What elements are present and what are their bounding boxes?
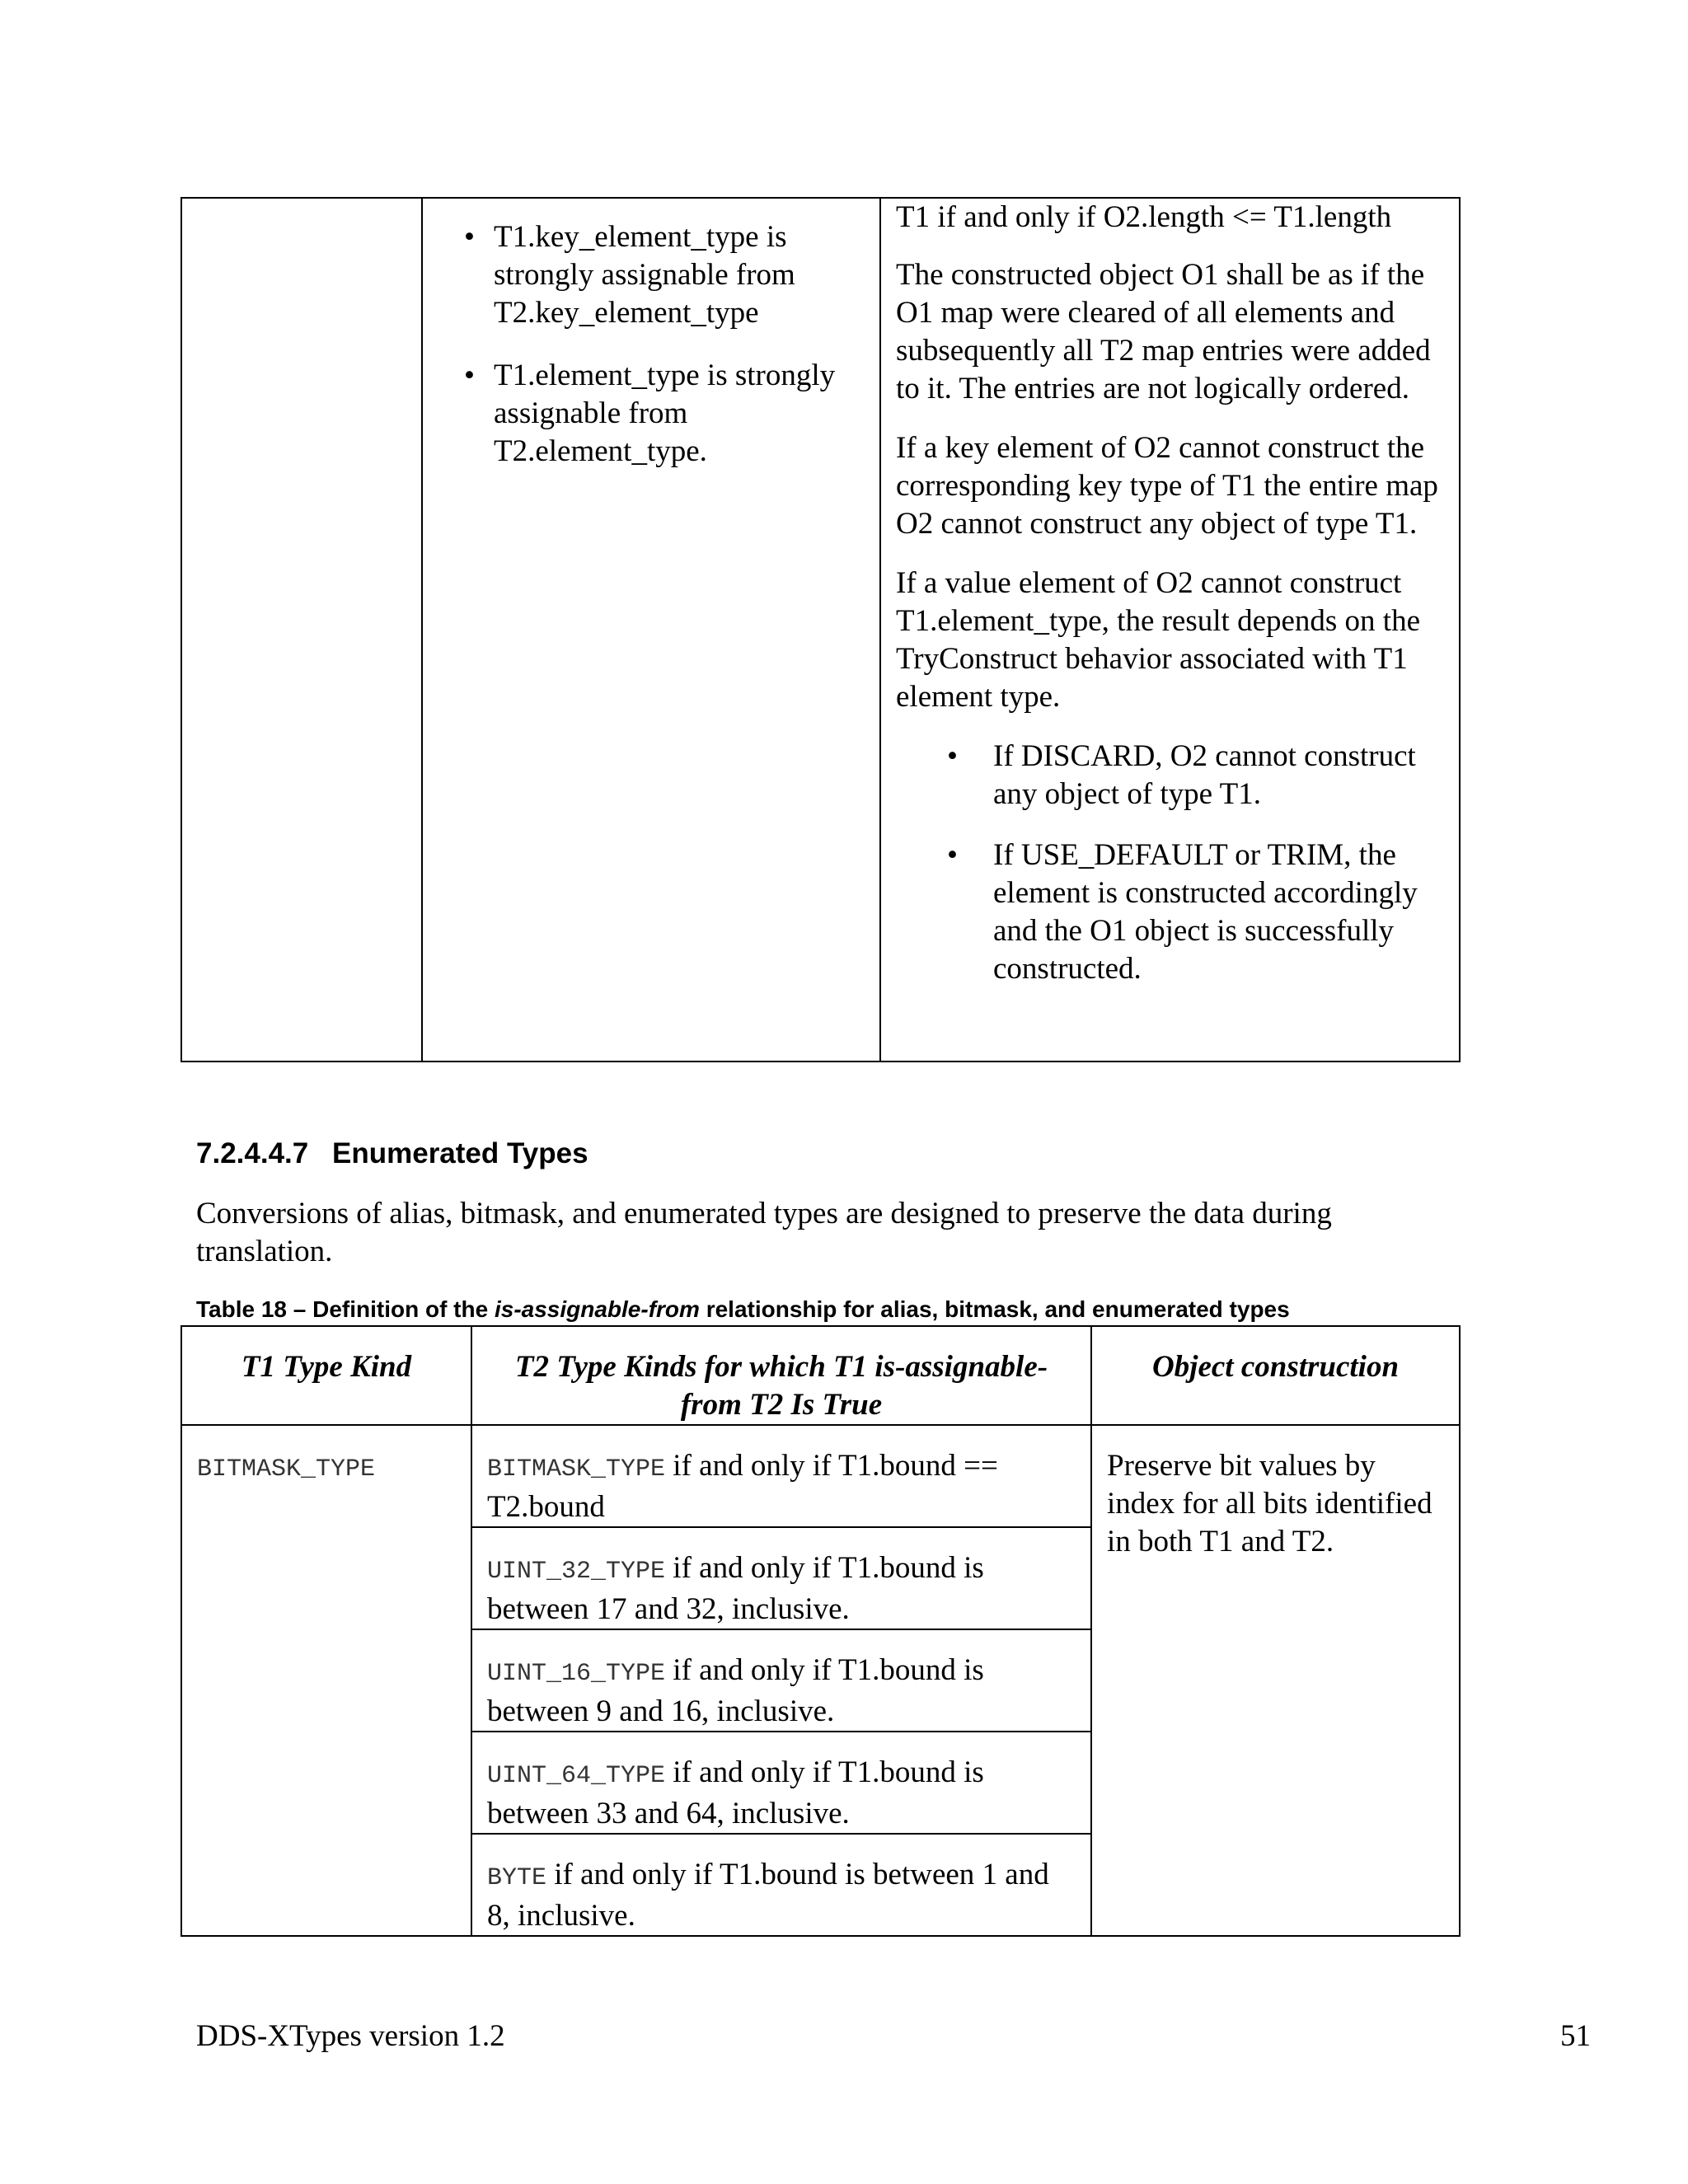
cell-paragraph: If a key element of O2 cannot construct the corresponding key type of T1 the entire map O2 cannot construct any object of type T1.: [896, 431, 1438, 541]
trycontruct-bullets: [896, 738, 1446, 988]
section-number: 7.2.4.4.7: [196, 1137, 309, 1169]
section-title: Enumerated Types: [332, 1137, 588, 1169]
t2-kind-cell: [471, 1629, 1091, 1732]
type-kind-cell: [181, 198, 422, 1062]
construction-cell: [1091, 1425, 1460, 1936]
section-paragraph: Conversions of alias, bitmask, and enumerated types are designed to preserve the data during translation.: [196, 1197, 1332, 1268]
t1-kind-cell: [181, 1425, 471, 1936]
caption-suffix: relationship for alias, bitmask, and enumerated types: [699, 1296, 1290, 1322]
t2-kind-condition: if and only if T1.bound is between 17 and 32, inclusive.: [487, 1551, 984, 1626]
continuation-table: [181, 197, 1461, 1062]
cell-paragraph: If a value element of O2 cannot construct T1.element_type, the result depends on the TryConstruct behavior associated with T1 element type.: [896, 566, 1421, 714]
t2-kind-condition: if and only if T1.bound is between 1 and 8, inclusive.: [487, 1858, 1049, 1933]
t2-kind-code: BITMASK_TYPE: [487, 1455, 666, 1483]
section-heading: [196, 1137, 588, 1171]
header-t2-type-kinds: T2 Type Kinds for which T1 is-assignable-from T2 Is True: [471, 1326, 1091, 1425]
assignability-cell: [422, 198, 880, 1062]
t2-kind-cell: [471, 1425, 1091, 1527]
t2-kind-cell: [471, 1834, 1091, 1936]
t2-kind-condition: if and only if T1.bound is between 9 and 16, inclusive.: [487, 1653, 984, 1728]
t2-kind-cell: [471, 1732, 1091, 1834]
caption-italic: is-assignable-from: [494, 1296, 700, 1322]
table-row: [181, 198, 1460, 1062]
table-caption: [196, 1296, 1290, 1324]
caption-prefix: Table 18 – Definition of the: [196, 1296, 495, 1322]
t1-kind-code: BITMASK_TYPE: [197, 1455, 376, 1483]
list-item: • T1.element_type is strongly assignable from T2.element_type.: [464, 357, 866, 471]
list-item: • T1.key_element_type is strongly assignable from T2.key_element_type: [464, 218, 866, 332]
t2-kind-condition: if and only if T1.bound == T2.bound: [487, 1449, 998, 1524]
table-18: [181, 1325, 1461, 1937]
t2-kind-condition: if and only if T1.bound is between 33 and 64, inclusive.: [487, 1755, 984, 1830]
list-item: • If USE_DEFAULT or TRIM, the element is constructed accordingly and the O1 object is successfully constructed.: [896, 837, 1446, 988]
cell-paragraph: The constructed object O1 shall be as if the O1 map were cleared of all elements and subsequently all T2 map entries were added to it. The entries are not logically ordered.: [896, 258, 1431, 405]
t2-kind-code: BYTE: [487, 1864, 547, 1892]
cell-paragraph: T1 if and only if O2.length <= T1.length: [896, 200, 1392, 234]
t2-kind-cell: [471, 1527, 1091, 1629]
assignability-bullets: [464, 218, 866, 471]
t2-kind-code: UINT_16_TYPE: [487, 1660, 666, 1688]
footer-document-title: DDS-XTypes version 1.2: [196, 2019, 505, 2053]
header-object-construction: Object construction: [1091, 1326, 1460, 1425]
t2-kind-code: UINT_32_TYPE: [487, 1558, 666, 1586]
t2-kind-code: UINT_64_TYPE: [487, 1762, 666, 1790]
table-row: [181, 1425, 1460, 1527]
table-header-row: [181, 1326, 1460, 1425]
construction-text: Preserve bit values by index for all bits identified in both T1 and T2.: [1107, 1449, 1432, 1558]
footer-page-number: 51: [1560, 2019, 1591, 2053]
list-item: • If DISCARD, O2 cannot construct any object of type T1.: [896, 738, 1446, 813]
construction-cell: [880, 198, 1460, 1062]
header-t1-type-kind: T1 Type Kind: [181, 1326, 471, 1425]
